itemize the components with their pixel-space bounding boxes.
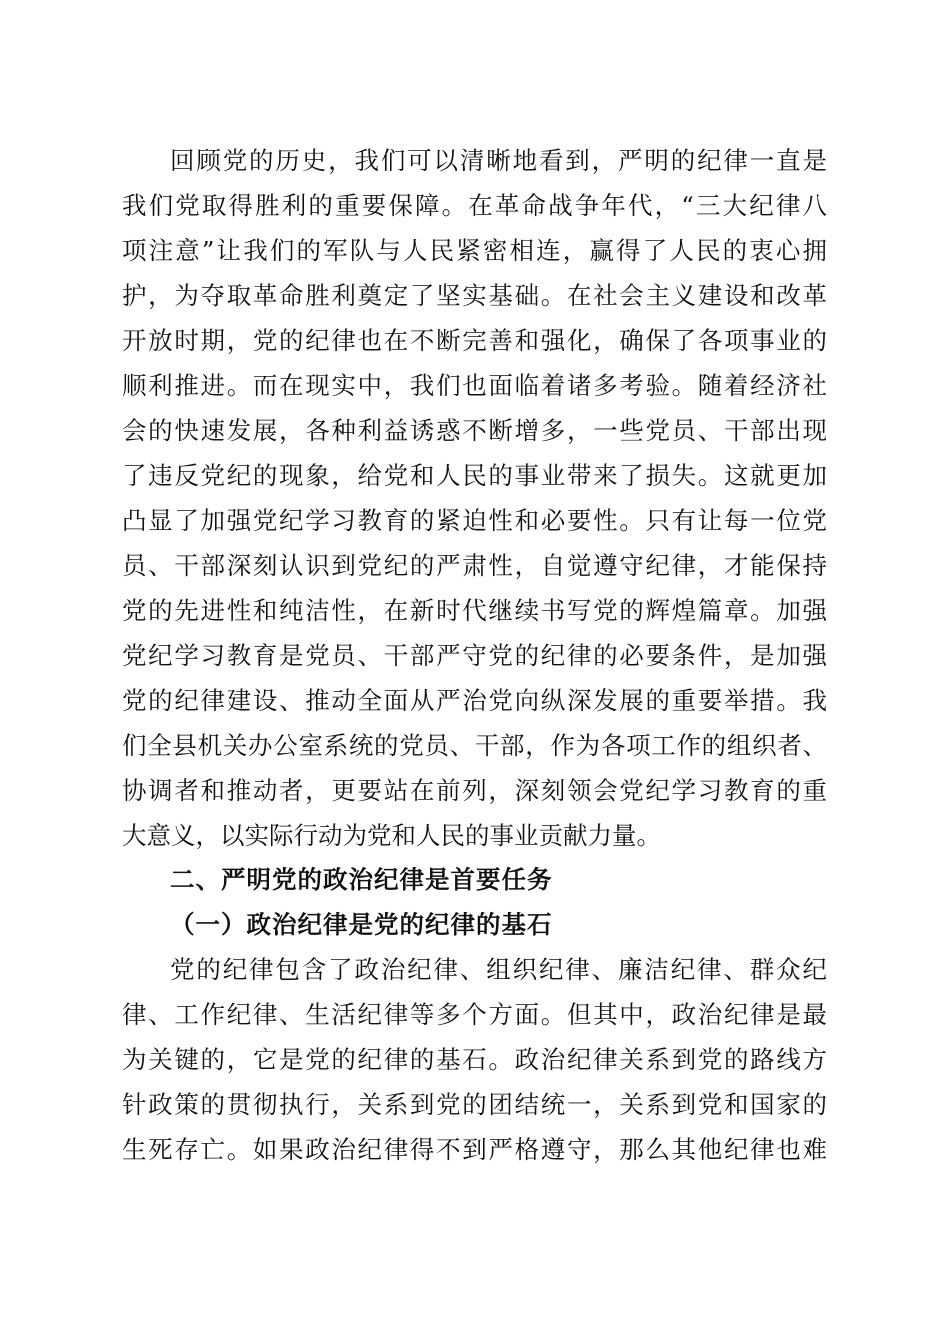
paragraph-line: 针政策的贯彻执行，关系到党的团结统一，关系到党和国家的: [122, 1090, 827, 1119]
section-heading: 二、严明党的政治纪律是首要任务: [170, 865, 553, 894]
paragraph-line: 律、工作纪律、生活纪律等多个方面。但其中，政治纪律是最: [122, 1000, 827, 1029]
paragraph-line: 党的纪律包含了政治纪律、组织纪律、廉洁纪律、群众纪: [170, 955, 827, 984]
paragraph-line: 凸显了加强党纪学习教育的紧迫性和必要性。只有让每一位党: [122, 506, 827, 535]
subsection-heading: （一）政治纪律是党的纪律的基石: [170, 910, 553, 939]
paragraph-line: 开放时期，党的纪律也在不断完善和强化，确保了各项事业的: [122, 326, 827, 355]
paragraph-line: 为关键的，它是党的纪律的基石。政治纪律关系到党的路线方: [122, 1045, 827, 1074]
paragraph-line: 生死存亡。如果政治纪律得不到严格遵守，那么其他纪律也难: [122, 1135, 827, 1164]
paragraph-line: 员、干部深刻认识到党纪的严肃性，自觉遵守纪律，才能保持: [122, 551, 827, 580]
paragraph-line: 回顾党的历史，我们可以清晰地看到，严明的纪律一直是: [170, 146, 827, 175]
paragraph-line: 协调者和推动者，更要站在前列，深刻领会党纪学习教育的重: [122, 776, 827, 805]
paragraph-line: 顺利推进。而在现实中，我们也面临着诸多考验。随着经济社: [122, 371, 827, 400]
paragraph-line: 了违反党纪的现象，给党和人民的事业带来了损失。这就更加: [122, 461, 827, 490]
paragraph-line: 我们党取得胜利的重要保障。在革命战争年代，“三大纪律八: [122, 191, 827, 220]
paragraph-line: 党纪学习教育是党员、干部严守党的纪律的必要条件，是加强: [122, 641, 827, 670]
paragraph-line: 们全县机关办公室系统的党员、干部，作为各项工作的组织者、: [122, 731, 827, 760]
paragraph-line: 党的纪律建设、推动全面从严治党向纵深发展的重要举措。我: [122, 686, 827, 715]
paragraph-line: 党的先进性和纯洁性，在新时代继续书写党的辉煌篇章。加强: [122, 596, 827, 625]
paragraph-line: 会的快速发展，各种利益诱惑不断增多，一些党员、干部出现: [122, 416, 827, 445]
paragraph-line: 项注意”让我们的军队与人民紧密相连，赢得了人民的衷心拥: [122, 236, 827, 265]
paragraph-line: 护，为夺取革命胜利奠定了坚实基础。在社会主义建设和改革: [122, 281, 827, 310]
paragraph-line: 大意义，以实际行动为党和人民的事业贡献力量。: [122, 821, 661, 850]
